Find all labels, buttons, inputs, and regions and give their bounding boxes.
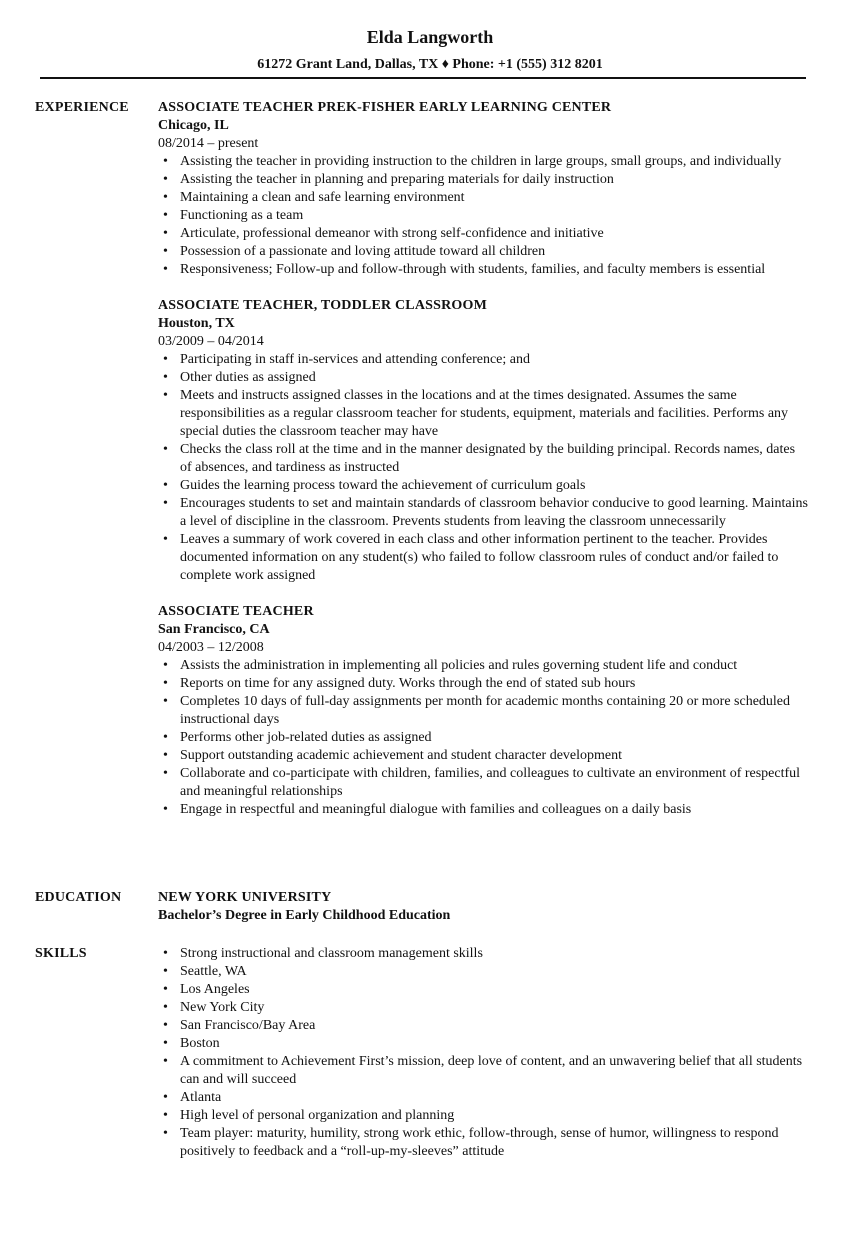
list-item: • Los Angeles [158, 981, 808, 999]
section-title-experience: EXPERIENCE [35, 100, 129, 115]
experience-body [158, 99, 808, 837]
list-item: • New York City [158, 999, 808, 1017]
list-item: • Leaves a summary of work covered in each class and other information pertinent to the teacher. Provides documented information on any student(s) who failed to follow classroom rules of conduct and/or failed to complete work assigned [158, 531, 808, 585]
list-item: • Engage in respectful and meaningful dialogue with families and colleagues on a daily basis [158, 801, 808, 819]
school-name: NEW YORK UNIVERSITY [158, 890, 332, 905]
list-item: • Collaborate and co-participate with children, families, and colleagues to cultivate an environment of respectful and meaningful relationships [158, 765, 808, 801]
job-dates: 03/2009 – 04/2014 [158, 334, 264, 349]
job-location: San Francisco, CA [158, 622, 270, 637]
list-item: • Boston [158, 1035, 808, 1053]
job-title: ASSOCIATE TEACHER, TODDLER CLASSROOM [158, 298, 488, 313]
job-entry [158, 297, 808, 585]
list-item: • High level of personal organization and planning [158, 1107, 808, 1125]
list-item: • Possession of a passionate and loving attitude toward all children [158, 243, 808, 261]
job-duties-list [158, 153, 808, 279]
list-item: • Responsiveness; Follow-up and follow-through with students, families, and faculty members is essential [158, 261, 808, 279]
job-duties-list [158, 351, 808, 585]
list-item: • Team player: maturity, humility, strong work ethic, follow-through, sense of humor, willingness to respond positively to feedback and a “roll-up-my-sleeves” attitude [158, 1125, 808, 1161]
list-item: • A commitment to Achievement First’s mission, deep love of content, and an unwavering belief that all students can and will succeed [158, 1053, 808, 1089]
list-item: • Assisting the teacher in providing instruction to the children in large groups, small groups, and individually [158, 153, 808, 171]
job-entry [158, 99, 808, 279]
section-title-education: EDUCATION [35, 890, 122, 905]
list-item: • Articulate, professional demeanor with strong self-confidence and initiative [158, 225, 808, 243]
list-item: • Assists the administration in implementing all policies and rules governing student life and conduct [158, 657, 808, 675]
job-location: Chicago, IL [158, 118, 229, 133]
list-item: • Functioning as a team [158, 207, 808, 225]
list-item: • Assisting the teacher in planning and preparing materials for daily instruction [158, 171, 808, 189]
list-item: • Meets and instructs assigned classes in the locations and at the times designated. Assumes the same responsibilities as a regular classroom teacher for students, equipment, materials and facilities. Performs any special duties the classroom teacher may have [158, 387, 808, 441]
skills-list [158, 945, 808, 1161]
list-item: • Atlanta [158, 1089, 808, 1107]
education-body [158, 889, 808, 925]
degree-name: Bachelor’s Degree in Early Childhood Education [158, 908, 451, 923]
job-location: Houston, TX [158, 316, 235, 331]
candidate-name: Elda Langworth [366, 27, 494, 47]
job-duties-list [158, 657, 808, 819]
list-item: • Maintaining a clean and safe learning environment [158, 189, 808, 207]
list-item: • San Francisco/Bay Area [158, 1017, 808, 1035]
list-item: • Seattle, WA [158, 963, 808, 981]
list-item: • Reports on time for any assigned duty. Works through the end of stated sub hours [158, 675, 808, 693]
list-item: • Other duties as assigned [158, 369, 808, 387]
list-item: • Checks the class roll at the time and in the manner designated by the building principal. Records names, dates of absences, and tardiness as instructed [158, 441, 808, 477]
list-item: • Encourages students to set and maintain standards of classroom behavior conducive to good learning. Maintains a level of discipline in the classroom. Prevents students from leaving the classroom unnecessarily [158, 495, 808, 531]
skills-body [158, 945, 808, 1161]
list-item: • Guides the learning process toward the achievement of curriculum goals [158, 477, 808, 495]
list-item: • Completes 10 days of full-day assignments per month for academic months containing 20 or more scheduled instructional days [158, 693, 808, 729]
list-item: • Performs other job-related duties as assigned [158, 729, 808, 747]
job-dates: 04/2003 – 12/2008 [158, 640, 264, 655]
job-title: ASSOCIATE TEACHER [158, 604, 314, 619]
list-item: • Support outstanding academic achievement and student character development [158, 747, 808, 765]
header-divider [40, 77, 806, 79]
section-title-skills: SKILLS [35, 946, 87, 961]
list-item: • Strong instructional and classroom management skills [158, 945, 808, 963]
list-item: • Participating in staff in-services and attending conference; and [158, 351, 808, 369]
resume-header [0, 0, 860, 74]
contact-line: 61272 Grant Land, Dallas, TX ♦ Phone: +1 (555) 312 8201 [257, 57, 603, 72]
job-entry [158, 603, 808, 819]
job-title: ASSOCIATE TEACHER PREK-FISHER EARLY LEARNING CENTER [158, 100, 612, 115]
job-dates: 08/2014 – present [158, 136, 259, 151]
